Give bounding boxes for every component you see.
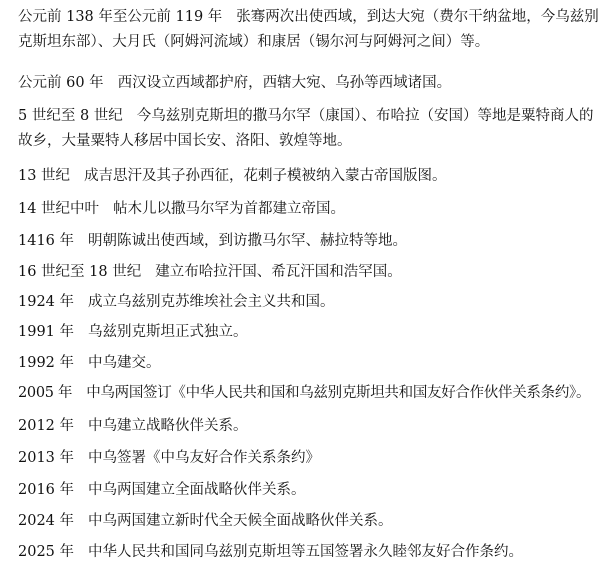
entry-date: 1924 年 [18, 294, 75, 310]
entry-date: 2005 年 [18, 385, 73, 401]
entry-event: 建立布哈拉汗国、希瓦汗国和浩罕国。 [155, 264, 402, 280]
entry-date: 1416 年 [18, 233, 75, 249]
entry-event: 中乌两国建立全面战略伙伴关系。 [88, 482, 306, 498]
entry-date: 2024 年 [18, 513, 75, 529]
timeline-entry [18, 260, 603, 285]
entry-date: 2012 年 [18, 418, 75, 434]
entry-event: 帖木儿以撒马尔罕为首都建立帝国。 [113, 201, 346, 217]
timeline-entry [18, 509, 603, 534]
timeline-entry [18, 414, 603, 439]
entry-date: 1992 年 [18, 355, 75, 371]
entry-date: 公元前 60 年 [18, 75, 104, 91]
entry-event: 成吉思汗及其子孙西征，花剌子模被纳入蒙古帝国版图。 [84, 168, 447, 184]
entry-event: 中乌签署《中乌友好合作关系条约》 [88, 450, 321, 466]
timeline-entry [18, 351, 603, 376]
timeline-entry [18, 320, 603, 345]
entry-event: 乌兹别克斯坦正式独立。 [88, 324, 248, 340]
entry-date: 13 世纪 [18, 168, 71, 184]
entry-date: 16 世纪至 18 世纪 [18, 264, 142, 280]
timeline-entry [18, 478, 603, 503]
timeline-entry [18, 381, 603, 406]
entry-date: 2016 年 [18, 482, 75, 498]
entry-event: 中乌两国建立新时代全天候全面战略伙伴关系。 [88, 513, 393, 529]
timeline-entry [18, 5, 603, 55]
entry-event: 西汉设立西域都护府，西辖大宛、乌孙等西域诸国。 [117, 75, 452, 91]
entry-event: 中乌两国签订《中华人民共和国和乌兹别克斯坦共和国友好合作伙伴关系条约》。 [86, 385, 591, 401]
timeline-entry [18, 446, 603, 471]
timeline-entry [18, 290, 603, 315]
entry-event: 中乌建交。 [88, 355, 161, 371]
timeline-entry [18, 540, 603, 565]
entry-date: 1991 年 [18, 324, 75, 340]
entry-date: 14 世纪中叶 [18, 201, 100, 217]
entry-event: 中华人民共和国同乌兹别克斯坦等五国签署永久睦邻友好合作条约。 [88, 544, 524, 560]
timeline-entry [18, 197, 603, 222]
entry-event: 中乌建立战略伙伴关系。 [88, 418, 248, 434]
entry-date: 公元前 138 年至公元前 119 年 [18, 9, 223, 25]
timeline-entry [18, 229, 603, 254]
entry-event: 张骞两次出使西域，到达大宛（费尔干纳盆地，今乌兹别克斯坦东部）、大月氏（阿姆河流域）和康居（锡尔河与阿姆河之间）等。 [18, 9, 599, 50]
timeline-entry [18, 71, 603, 96]
timeline-entry [18, 104, 603, 154]
entry-date: 2025 年 [18, 544, 75, 560]
entry-event: 成立乌兹别克苏维埃社会主义共和国。 [88, 294, 335, 310]
timeline-entry [18, 164, 603, 189]
entry-event: 今乌兹别克斯坦的撒马尔罕（康国）、布哈拉（安国）等地是粟特商人的故乡，大量粟特人移居中国长安、洛阳、敦煌等地。 [18, 108, 594, 149]
entry-event: 明朝陈诚出使西域，到访撒马尔罕、赫拉特等地。 [88, 233, 408, 249]
entry-date: 2013 年 [18, 450, 75, 466]
entry-date: 5 世纪至 8 世纪 [18, 108, 123, 124]
